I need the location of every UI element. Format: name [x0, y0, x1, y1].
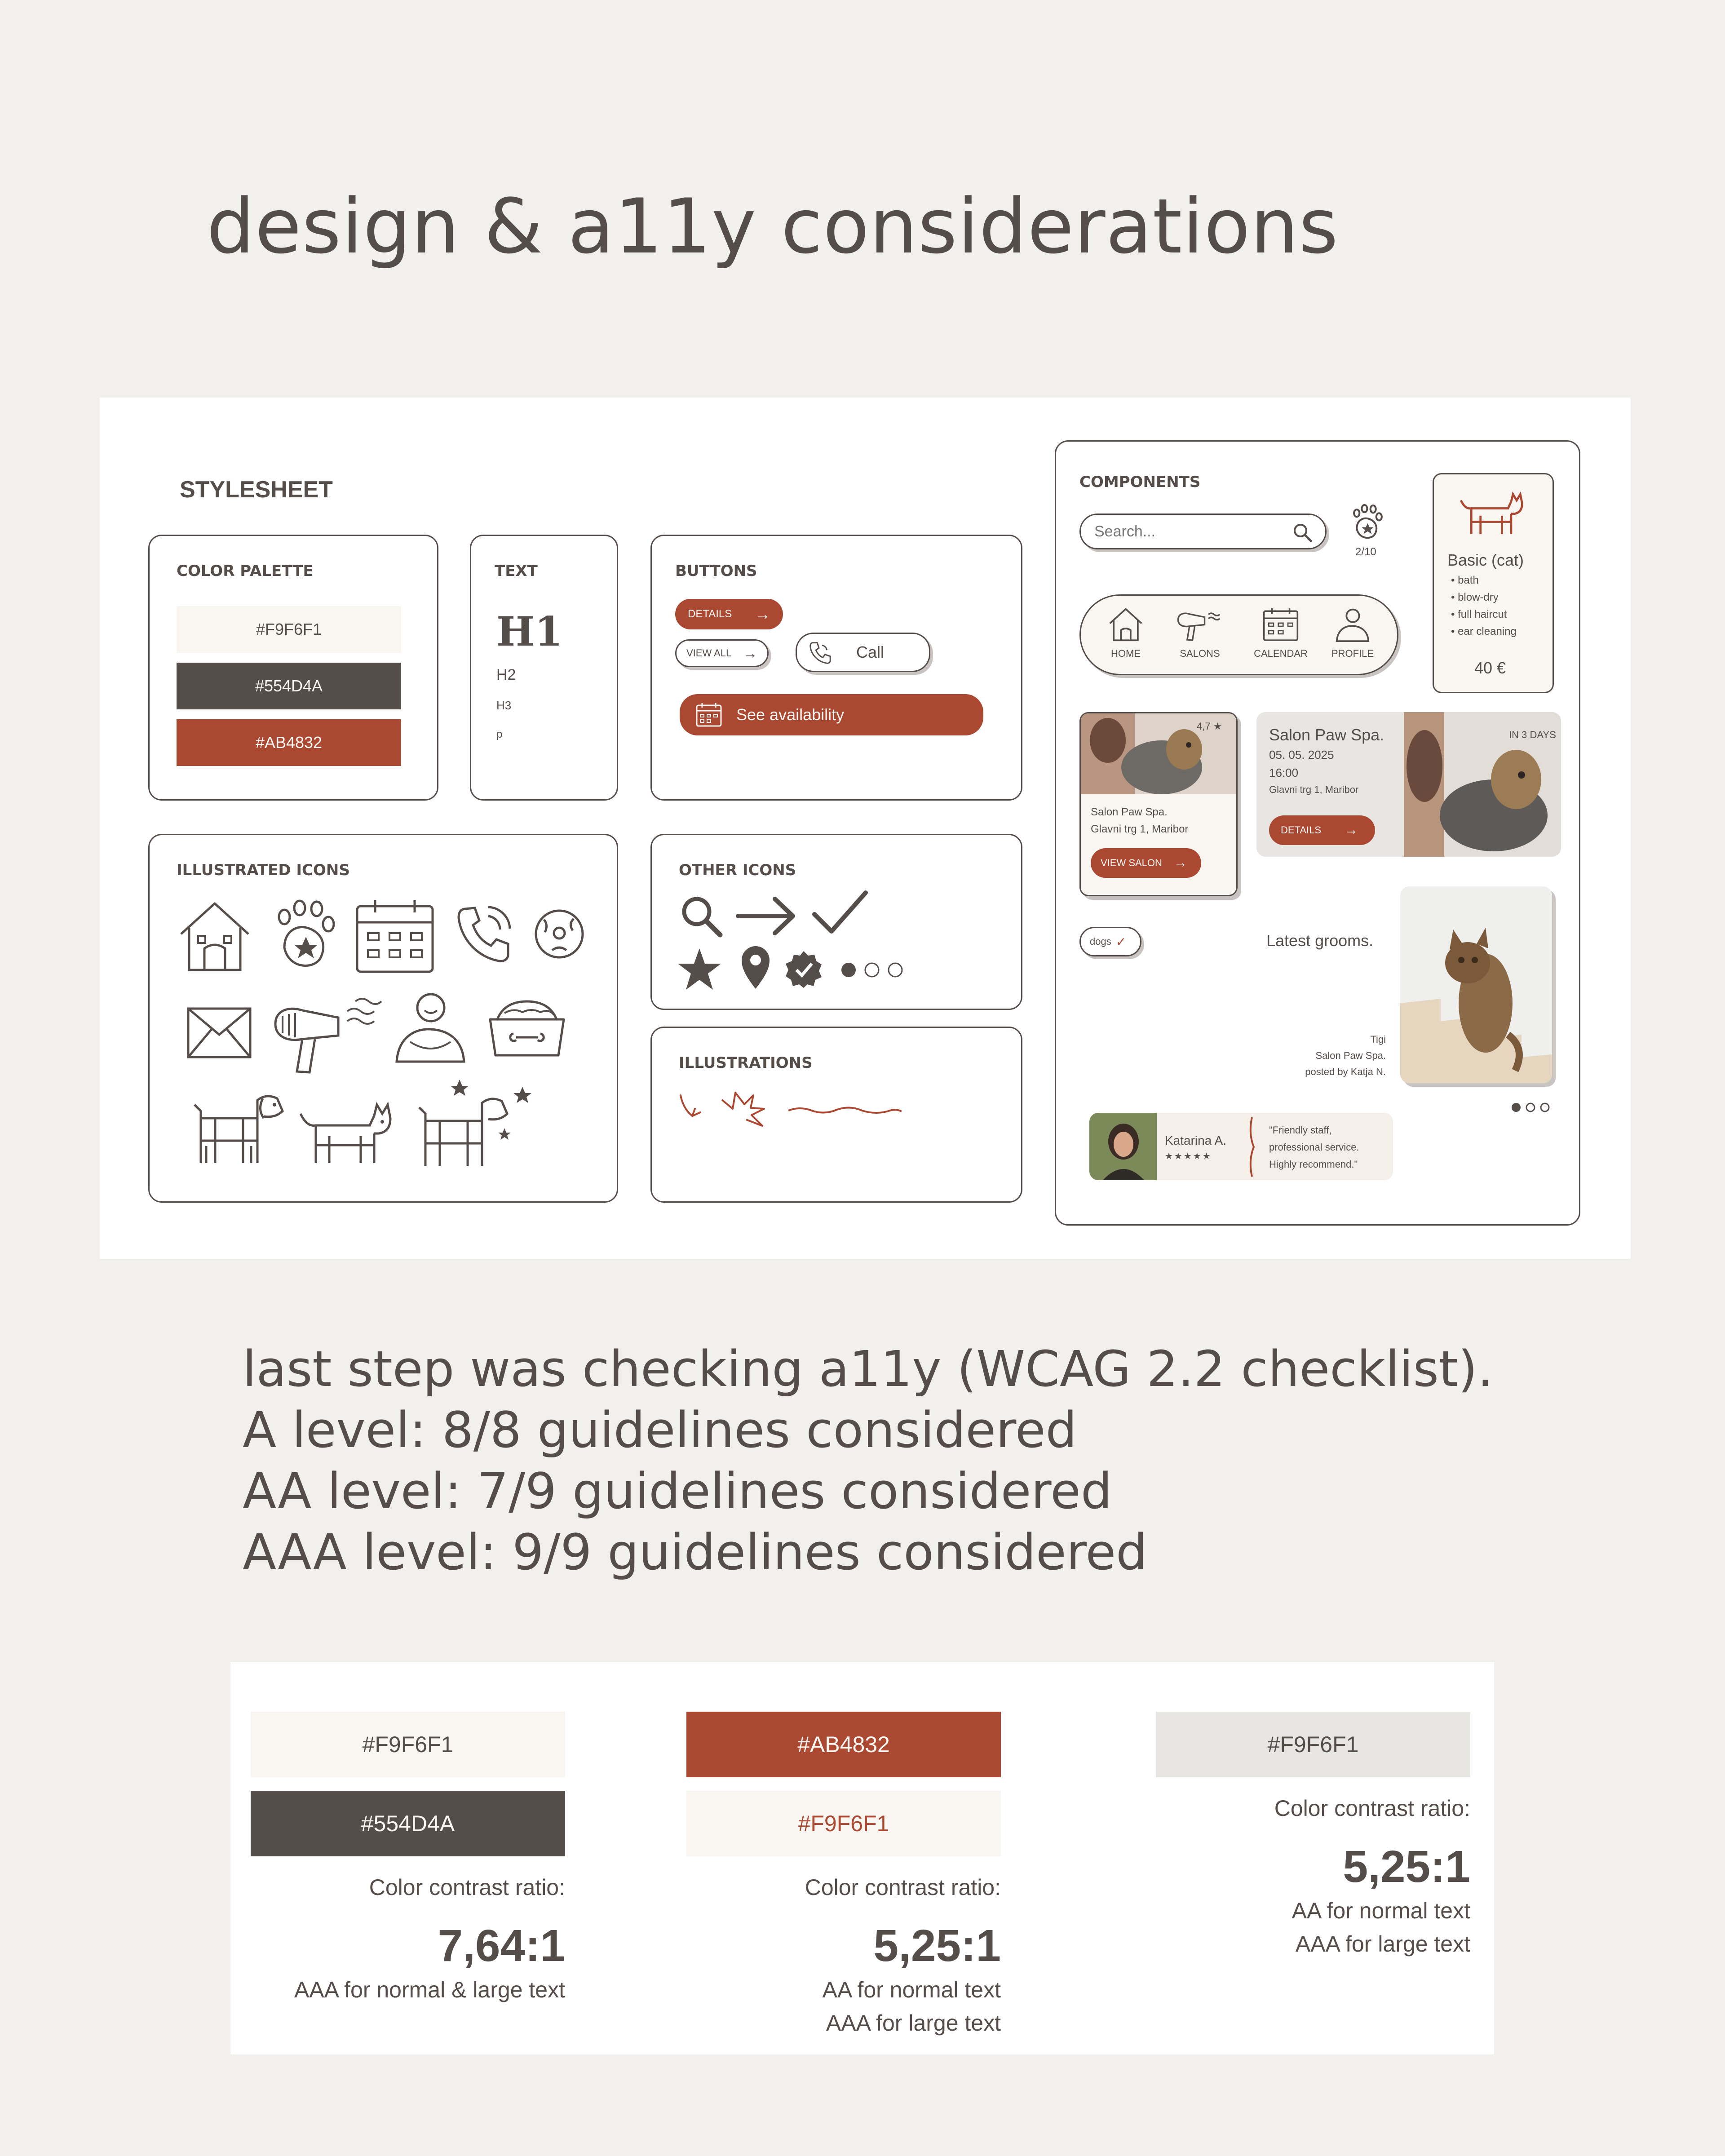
nav-item-salons[interactable]	[1166, 607, 1234, 669]
paw-star-icon	[271, 898, 338, 974]
contrast-note: AAA for large text	[1295, 1931, 1470, 1957]
illustrated-icons-title: ILLUSTRATED ICONS	[177, 861, 350, 879]
calendar-icon	[695, 702, 723, 728]
person-icon	[392, 988, 469, 1064]
salon-address: Glavni trg 1, Maribor	[1091, 823, 1189, 835]
contrast-swatch: #554D4A	[251, 1791, 565, 1856]
calendar-icon	[354, 898, 435, 974]
stylesheet-heading: STYLESHEET	[180, 477, 333, 503]
paw-star-icon	[1349, 504, 1385, 542]
star-icon	[677, 947, 722, 991]
view-salon-button[interactable]	[1091, 848, 1201, 878]
swatch-red: #AB4832	[177, 719, 401, 766]
latest-grooms-title: Latest grooms.	[1266, 931, 1374, 950]
appointment-address: Glavni trg 1, Maribor	[1269, 784, 1359, 795]
call-button[interactable]	[796, 633, 930, 672]
location-pin-icon	[740, 945, 771, 990]
check-icon: ✓	[1115, 934, 1127, 949]
check-icon	[811, 889, 869, 939]
other-icons-box	[650, 834, 1022, 1010]
service-item: • blow-dry	[1451, 591, 1499, 603]
food-bowl-icon	[487, 997, 567, 1060]
other-icons-title: OTHER ICONS	[679, 861, 796, 879]
nav-item-home[interactable]	[1099, 607, 1153, 669]
nav-label-home: HOME	[1111, 648, 1141, 659]
h1-sample: H1	[496, 608, 563, 655]
ball-icon	[532, 907, 586, 961]
appointment-badge: IN 3 DAYS	[1509, 729, 1556, 740]
stylesheet-sheet	[100, 398, 1631, 1259]
color-palette-box	[148, 535, 438, 801]
hair-dryer-icon	[271, 992, 383, 1078]
service-name: Basic (cat)	[1447, 551, 1524, 569]
reviewer-avatar	[1089, 1113, 1157, 1180]
contrast-swatch: #F9F6F1	[1156, 1712, 1470, 1777]
illustrated-icons-box	[148, 834, 618, 1203]
nav-item-profile[interactable]	[1323, 607, 1382, 669]
search-icon[interactable]	[1292, 522, 1313, 543]
pagination-dots-icon	[840, 961, 911, 979]
nav-item-calendar[interactable]	[1247, 607, 1314, 669]
color-palette-title: COLOR PALETTE	[177, 562, 314, 580]
contrast-ratio: 5,25:1	[873, 1921, 1001, 1971]
view-all-button[interactable]	[675, 639, 769, 667]
envelope-icon	[186, 1006, 253, 1060]
contrast-note: AA for normal text	[822, 1977, 1001, 2002]
hair-dryer-icon	[1171, 607, 1229, 642]
h3-sample: H3	[496, 699, 512, 712]
details-button-label: DETAILS	[1281, 824, 1322, 836]
review-quote: "Friendly staff,	[1269, 1124, 1332, 1136]
person-icon	[1335, 607, 1371, 642]
illustrations-title: ILLUSTRATIONS	[679, 1054, 813, 1072]
arrow-right-icon: →	[1173, 855, 1187, 870]
salon-card[interactable]	[1079, 712, 1238, 896]
swatch-dark: #554D4A	[177, 663, 401, 709]
spark-illustration	[719, 1086, 769, 1131]
service-price: 40 €	[1474, 659, 1506, 677]
pagination-dots-icon[interactable]	[1510, 1101, 1553, 1114]
service-item: • bath	[1451, 574, 1479, 586]
appointment-salon: Salon Paw Spa.	[1269, 726, 1384, 744]
nav-label-profile: PROFILE	[1331, 648, 1374, 659]
a11y-line: AAA level: 9/9 guidelines considered	[243, 1523, 1147, 1581]
calendar-icon	[1263, 607, 1299, 642]
buttons-title: BUTTONS	[675, 562, 757, 580]
salon-rating: 4,7 ★	[1197, 721, 1222, 732]
a11y-line: last step was checking a11y (WCAG 2.2 checklist).	[243, 1340, 1493, 1398]
swatch-light: #F9F6F1	[177, 606, 401, 653]
search-field[interactable]	[1079, 514, 1327, 549]
cat-photo-image	[1400, 886, 1552, 1083]
salon-name: Salon Paw Spa.	[1091, 806, 1168, 818]
verified-badge-icon	[785, 950, 823, 988]
contrast-swatch: #F9F6F1	[251, 1712, 565, 1777]
page-title: design & a11y considerations	[207, 182, 1339, 270]
contrast-caption: Color contrast ratio:	[1274, 1796, 1470, 1821]
groom-pet-name: Tigi	[1370, 1034, 1386, 1045]
review-card	[1089, 1113, 1393, 1180]
tag-chip[interactable]	[1079, 927, 1141, 956]
bottom-nav	[1079, 594, 1398, 675]
groom-posted-by: posted by Katja N.	[1305, 1066, 1386, 1077]
cat-icon	[298, 1096, 397, 1168]
arrow-right-icon: →	[754, 605, 771, 623]
phone-icon	[807, 639, 833, 665]
contrast-caption: Color contrast ratio:	[369, 1875, 565, 1900]
service-card[interactable]	[1433, 473, 1554, 693]
details-button-label: DETAILS	[688, 608, 732, 620]
text-title: TEXT	[495, 562, 538, 580]
contrast-ratio: 7,64:1	[438, 1921, 565, 1971]
house-icon	[1108, 607, 1144, 642]
a11y-line: AA level: 7/9 guidelines considered	[243, 1462, 1112, 1520]
nav-label-calendar: CALENDAR	[1254, 648, 1308, 659]
tag-label: dogs	[1090, 936, 1111, 947]
service-item: • ear cleaning	[1451, 625, 1517, 638]
search-icon	[679, 894, 724, 939]
groom-salon: Salon Paw Spa.	[1315, 1050, 1386, 1061]
p-sample: p	[496, 728, 503, 740]
contrast-note: AA for normal text	[1292, 1898, 1470, 1923]
service-item: • full haircut	[1451, 608, 1507, 620]
view-all-button-label: VIEW ALL	[686, 647, 732, 659]
view-salon-button-label: VIEW SALON	[1101, 857, 1162, 868]
components-title: COMPONENTS	[1079, 473, 1201, 491]
buttons-box	[650, 535, 1022, 801]
dog-stars-icon	[415, 1078, 540, 1172]
details-button[interactable]	[675, 599, 783, 629]
house-icon	[177, 898, 253, 974]
details-button[interactable]	[1269, 815, 1375, 845]
quote-divider	[1247, 1116, 1256, 1178]
see-availability-label: See availability	[736, 705, 845, 724]
review-stars: ★★★★★	[1165, 1151, 1212, 1161]
cat-photo	[1400, 886, 1552, 1083]
arrow-right-icon	[735, 894, 798, 939]
text-box	[470, 535, 618, 801]
arrow-right-icon: →	[1345, 823, 1358, 837]
contrast-swatch: #AB4832	[686, 1712, 1001, 1777]
paw-progress-text: 2/10	[1355, 546, 1376, 558]
components-box	[1055, 440, 1580, 1226]
review-quote: professional service.	[1269, 1142, 1359, 1153]
contrast-caption: Color contrast ratio:	[805, 1875, 1001, 1900]
wave-line-illustration	[787, 1100, 903, 1122]
appointment-card[interactable]	[1256, 712, 1561, 857]
nav-label-salons: SALONS	[1180, 648, 1220, 659]
squiggle-arrow-illustration	[677, 1091, 708, 1127]
call-button-label: Call	[856, 643, 885, 661]
appointment-time: 16:00	[1269, 766, 1299, 779]
a11y-line: A level: 8/8 guidelines considered	[243, 1401, 1077, 1459]
contrast-note: AAA for normal & large text	[294, 1977, 565, 2002]
reviewer-name: Katarina A.	[1165, 1133, 1226, 1147]
contrast-note: AAA for large text	[826, 2010, 1001, 2036]
review-quote: Highly recommend."	[1269, 1159, 1358, 1170]
search-input[interactable]	[1093, 521, 1284, 542]
dog-icon	[190, 1091, 289, 1168]
contrast-panel	[230, 1662, 1494, 2054]
contrast-ratio: 5,25:1	[1343, 1842, 1470, 1892]
see-availability-button[interactable]	[680, 694, 983, 735]
contrast-swatch: #F9F6F1	[686, 1791, 1001, 1856]
h2-sample: H2	[496, 666, 516, 683]
appointment-date: 05. 05. 2025	[1269, 748, 1334, 761]
arrow-right-icon: →	[743, 645, 758, 661]
cat-icon	[1459, 488, 1526, 537]
phone-icon	[455, 903, 513, 965]
illustrations-box	[650, 1027, 1022, 1203]
